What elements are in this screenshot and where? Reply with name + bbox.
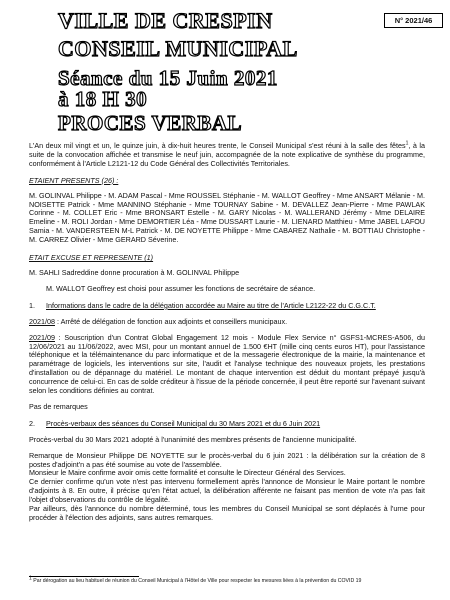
session-date: Séance du 15 Juin 2021 (58, 66, 278, 90)
mayor-response: Monsieur le Maire confirme avoir omis cette formalité et consulte le Directeur Général des Services. (29, 468, 346, 478)
election-note: Par ailleurs, dès l'annonce du nombre déterminé, tous les membres du Conseil Municipal se sont déplacés à l'urne pour procéder à l'élection des adjoints, sans autres remarques. (29, 504, 425, 522)
section-1-heading (29, 302, 425, 311)
footnote-reference: 1 (405, 140, 409, 147)
present-heading: ETAIENT PRESENTS (26) : (29, 175, 119, 185)
decision-text: : Souscription d'un Contrat Global Engagement 12 mois - Module Flex Service n° GSFS1-MCRES-A506, du 12/06/2021 au 11/06/2022, avec MSI, pour un montant annuel de 1.500 €HT (mille cinq cents euros HT), pour l'assistance téléphonique et la télémaintenance du parc informatique et de la messagerie électronique de la mairie, la maintenance et paramétrage de logiciels, les interventions sur site, l'audit et l'analyse technique des nouveaux projets, les prestations d'installation ou de dépannage du matériel. Le montant de chaque intervention est déduit du montant prépayé jusqu'à concurrence de celui-ci. En cas de solde créditeur à l'issue de la période concernée, il peut être reporté sur l'avenant suivant selon les conditions définies au contrat. (29, 332, 425, 396)
section-2-number: 2. (29, 418, 35, 428)
intro-text-b: , à la suite de la convocation affichée et transmise le neuf juin, accompagnée de la note explicative de synthèse du programme, conformément à l'Article L2121-12 du Code Général des Collectivités Territoriales. (29, 141, 425, 168)
secretary-text: M. WALLOT Geoffrey est choisi pour assumer les fonctions de secrétaire de séance. (46, 283, 316, 293)
intro-text-a: L'An deux mil vingt et un, le quinze juin, à dix-huit heures trente, le Conseil Municipal s'est réuni à la salle des fêtes (29, 141, 406, 150)
no-remarks-text: Pas de remarques (29, 401, 88, 411)
excused-heading: ETAIT EXCUSE ET REPRESENTE (1) (29, 253, 154, 263)
footnote (29, 575, 425, 585)
director-response: Ce dernier confirme qu'un vote n'est pas intervenu formellement après l'annonce de Monsieur le Maire portant le nombre d'adjoints à 8. En outre, il précise qu'en l'état actuel, la délibération afférente ne faisant pas mention de vote n'a pas fait l'objet d'observations du contrôle de légalité. (29, 477, 425, 505)
section-1-number: 1. (29, 300, 35, 310)
footnote-number: 1 (29, 575, 32, 582)
section-1-title: Informations dans le cadre de la délégation accordée au Maire au titre de l'Article L2122-22 du C.G.C.T. (46, 300, 376, 310)
decision-ref: 2021/09 (29, 332, 55, 342)
remark-de-noyette: Remarque de Monsieur Philippe DE NOYETTE sur le procès-verbal du 6 juin 2021 : la délibération sur la création de 8 postes d'adjoint'n a pas été soumise au vote de l'assemblée. (29, 450, 425, 469)
session-time: à 18 H 30 (58, 87, 148, 111)
excused-text: M. SAHLI Sadreddine donne procuration à M. GOLINVAL Philippe (29, 267, 240, 277)
town-title: VILLE DE CRESPIN (58, 8, 273, 33)
document-number: N° 2021/46 (384, 13, 443, 28)
present-list: M. GOLINVAL Philippe - M. ADAM Pascal - Mme ROUSSEL Stéphanie - M. WALLOT Geoffrey - Mme ANSART Mélanie - M. NOISETTE Patrick - Mme MANNINO Stéphanie - Mme TOURNAY Sabine - M. DEVALLEZ Jean-Pierre - Mme PAWLAK Corinne - M. COLLET Eric - Mme BRONSART Estelle - M. GARY Nicolas - M. WALLERAND Jérémy - Mme DELAIRE Emeline - M. ROLI Jordan - Mme DEMORTIER Léa - Mme DUSSART Laurie - M. LIENARD Matthieu - Mme JABEL LAFOU Samia - M. VANDERSTEEN M-L Patrick - M. DE NOYETTE Philippe - Mme CABAREZ Nathalie - M. BOTTIAU Christophe - M. CARREZ Olivier - Mme GERARD Séverine. (29, 190, 425, 245)
minutes-march-adopted: Procès-verbal du 30 Mars 2021 adopté à l'unanimité des membres présents de l'ancienne municipalité. (29, 434, 357, 444)
footnote-text: Par dérogation au lieu habituel de réunion du Conseil Municipal à l'Hôtel de Ville pour respecter les mesures liées à la prévention du COVID 19 (33, 578, 362, 584)
decision-2021-08 (29, 318, 425, 327)
council-title: CONSEIL MUNICIPAL (58, 36, 298, 61)
intro-paragraph (29, 142, 425, 169)
section-2-heading (29, 420, 425, 429)
decision-ref: 2021/08 (29, 316, 55, 326)
decision-2021-09 (29, 334, 425, 396)
footnote-divider (29, 576, 139, 577)
document-body (29, 142, 425, 523)
decision-text: : Arrêté de délégation de fonction aux adjoints et conseillers municipaux. (54, 316, 288, 326)
spacer (29, 396, 425, 403)
document-type-title: PROCES VERBAL (58, 111, 243, 135)
section-2-title: Procès-verbaux des séances du Conseil Municipal du 30 Mars 2021 et du 6 Juin 2021 (46, 418, 321, 428)
